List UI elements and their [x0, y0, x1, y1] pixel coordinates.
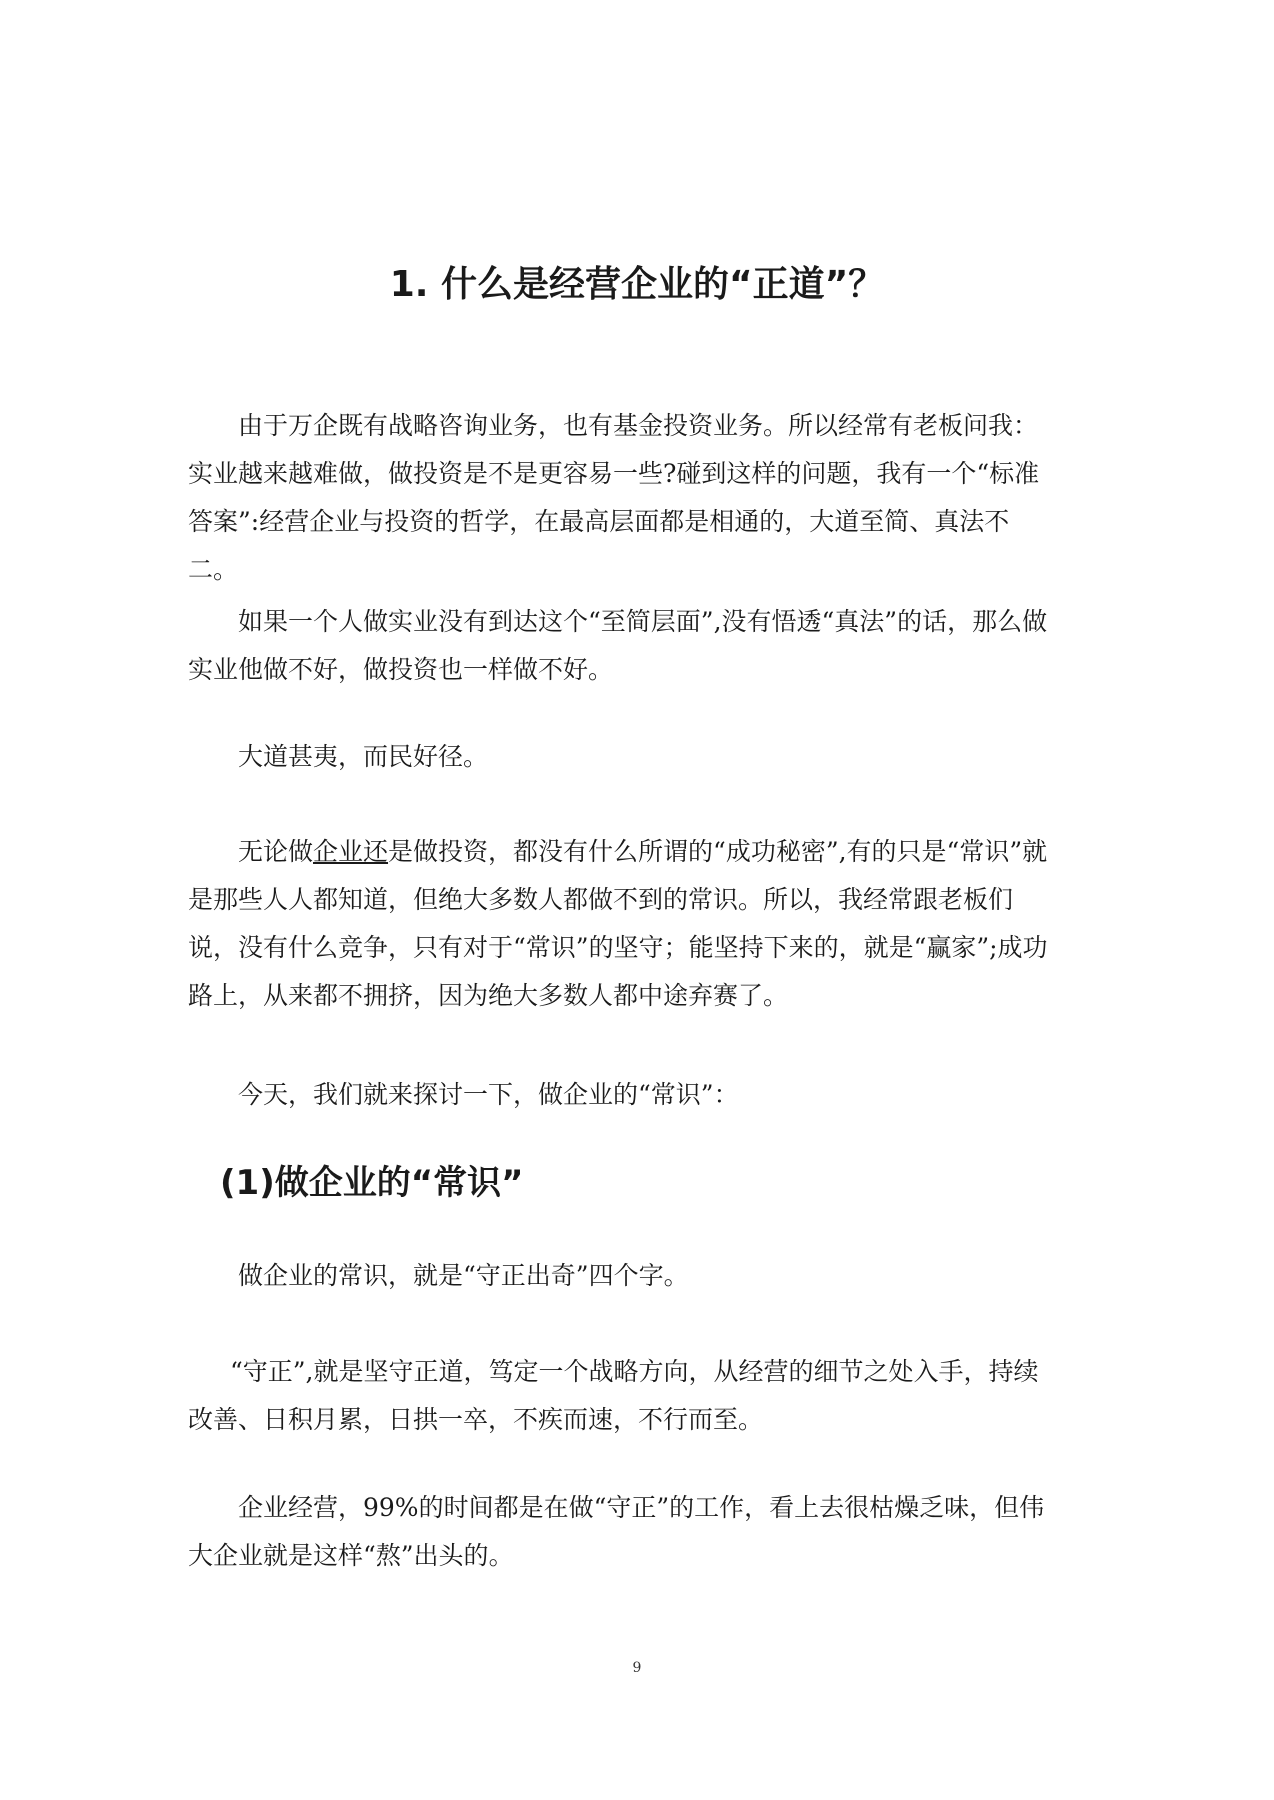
paragraph-4-lead: 无论做: [238, 837, 314, 866]
paragraph-4-rest: 是做投资，都没有什么所谓的“成功秘密”,有的只是“常识”就是那些人人都知道，但绝大多数人都做不到的常识。所以，我经常跟老板们说，没有什么竞争，只有对于“常识”的坚守；能坚持下来的，就是“赢家”;成功路上，从来都不拥挤，因为绝大多数人都中途弃赛了。: [188, 837, 1048, 1010]
paragraph-2: 如果一个人做实业没有到达这个“至简层面”,没有悟透“真法”的话，那么做实业他做不好，做投资也一样做不好。: [188, 607, 1048, 684]
section-heading: (1)做企业的“常识”: [220, 1163, 524, 1203]
paragraph-4: [188, 828, 1058, 1020]
page-title: 1. 什么是经营企业的“正道”？: [389, 264, 885, 305]
section-paragraph-3: 企业经营，99%的时间都是在做“守正”的工作，看上去很枯燥乏味，但伟大企业就是这样“熬”出头的。: [188, 1493, 1045, 1570]
page-number: 9: [632, 1660, 642, 1676]
paragraph-5: 今天，我们就来探讨一下，做企业的“常识”：: [238, 1080, 739, 1109]
paragraph-3: 大道甚夷，而民好径。: [238, 742, 489, 771]
section-paragraph-1: 做企业的常识，就是“守正出奇”四个字。: [238, 1261, 689, 1290]
paragraph-1: 由于万企既有战略咨询业务，也有基金投资业务。所以经常有老板问我：实业越来越难做，做投资是不是更容易一些?碰到这样的问题，我有一个“标准答案”:经营企业与投资的哲学，在最高层面都是相通的，大道至简、真法不二。: [188, 411, 1040, 584]
underlined-text: 企业还: [313, 837, 389, 866]
section-paragraph-2: “守正”,就是坚守正道，笃定一个战略方向，从经营的细节之处入手，持续改善、日积月累，日拱一卒，不疾而速，不行而至。: [188, 1357, 1039, 1434]
